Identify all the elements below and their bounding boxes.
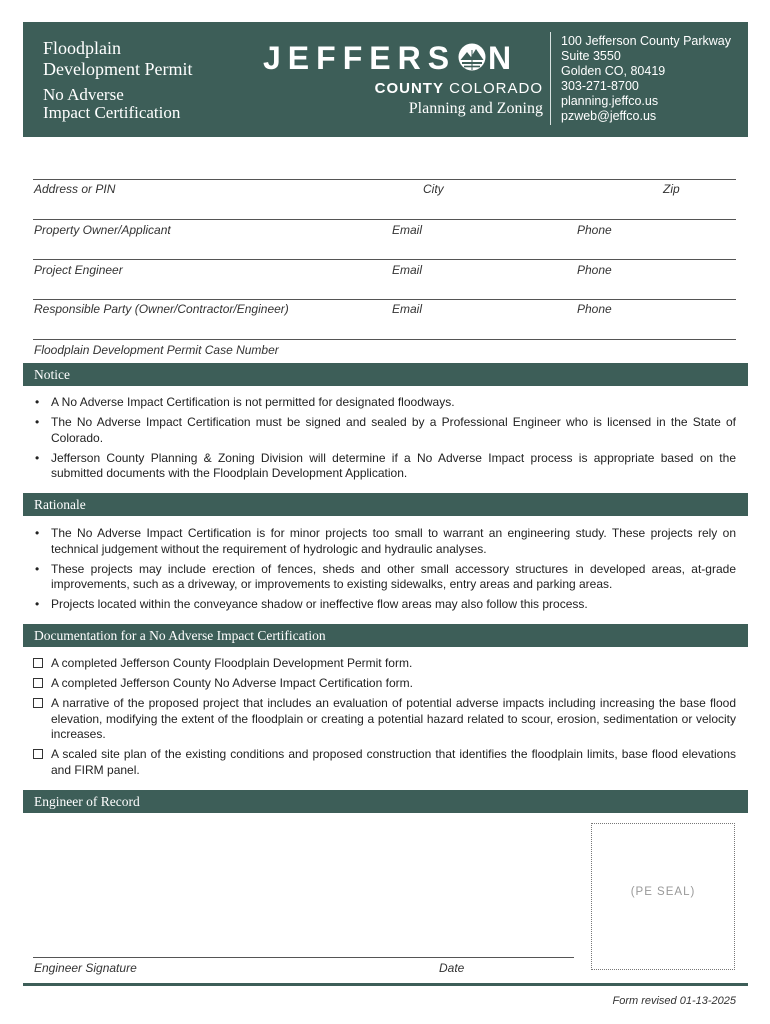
checklist-text: A completed Jefferson County No Adverse Impact Certification form. xyxy=(51,676,413,690)
date-label: Date xyxy=(439,961,465,975)
engineer-field-line[interactable] xyxy=(33,259,736,260)
signature-line[interactable] xyxy=(33,957,574,958)
mountain-globe-icon xyxy=(457,42,487,79)
form-revised-date: Form revised 01-13-2025 xyxy=(612,995,736,1007)
engineer-heading: Engineer of Record xyxy=(23,790,748,813)
form-title xyxy=(43,38,192,122)
checklist-text: A narrative of the proposed project that includes an evaluation of potential adverse impacts including increasing the base flood elevation, modifying the extent of the floodplain or creating a potential hazard related to scour, erosion, sedimentation or velocity increases. xyxy=(51,696,736,741)
pe-seal-label: (PE SEAL) xyxy=(630,886,696,898)
checklist-item xyxy=(33,676,736,692)
jefferson-county-logo xyxy=(263,38,543,128)
footer-rule xyxy=(23,983,748,986)
address-field-line[interactable] xyxy=(33,179,736,180)
department-name: Planning and Zoning xyxy=(408,100,543,117)
subtitle-line-2: Impact Certification xyxy=(43,103,181,122)
list-item: • These projects may include erection of fences, sheds and other small accessory structures in developed areas, at-grade improvements, such as a driveway, or improvements to existing sidewalks, entry areas and parking areas. xyxy=(33,562,736,593)
signature-label: Engineer Signature xyxy=(34,961,137,975)
checklist-item xyxy=(33,656,736,672)
checkbox[interactable] xyxy=(33,749,43,759)
brand-wordmark xyxy=(263,40,518,79)
list-item: • A No Adverse Impact Certification is not permitted for designated floodways. xyxy=(33,395,736,411)
state-label: COLORADO xyxy=(449,80,543,97)
case-number-label: Floodplain Development Permit Case Number xyxy=(34,343,279,357)
contact-email[interactable]: pzweb@jeffco.us xyxy=(561,109,657,123)
brand-prefix: JEFFERS xyxy=(263,40,457,76)
rationale-list xyxy=(33,526,736,617)
checklist-text: A scaled site plan of the existing conditions and proposed construction that identifies the floodplain limits, base flood elevations and FIRM panel. xyxy=(51,747,736,777)
address-line-3: Golden CO, 80419 xyxy=(561,64,666,78)
subtitle-line-1: No Adverse xyxy=(43,85,124,104)
documentation-checklist xyxy=(33,656,736,783)
engineer-label: Project Engineer xyxy=(34,263,123,277)
brand-suffix: N xyxy=(488,40,519,76)
responsible-field-line[interactable] xyxy=(33,299,736,300)
list-item: • The No Adverse Impact Certification is for minor projects too small to warrant an engineering study. These projects rely on technical judgement without the requirement of hydrologic and hydraulic analyses. xyxy=(33,526,736,557)
contact-phone: 303-271-8700 xyxy=(561,79,639,93)
county-label: COUNTY xyxy=(374,80,444,97)
list-item: • Jefferson County Planning & Zoning Division will determine if a No Adverse Impact process is appropriate based on the submitted documents with the Floodplain Development Application. xyxy=(33,451,736,482)
owner-label: Property Owner/Applicant xyxy=(34,223,171,237)
engineer-email-label: Email xyxy=(392,263,423,277)
list-item: • The No Adverse Impact Certification must be signed and sealed by a Professional Engineer who is licensed in the State of Colorado. xyxy=(33,415,736,446)
owner-field-line[interactable] xyxy=(33,219,736,220)
owner-email-label: Email xyxy=(392,223,423,237)
responsible-phone-label: Phone xyxy=(577,302,612,316)
title-line-2: Development Permit xyxy=(43,59,193,79)
engineer-phone-label: Phone xyxy=(577,263,612,277)
address-line-1: 100 Jefferson County Parkway xyxy=(561,34,732,48)
pe-seal-box[interactable] xyxy=(591,823,735,970)
header-banner xyxy=(23,22,748,137)
responsible-email-label: Email xyxy=(392,302,423,316)
checkbox[interactable] xyxy=(33,678,43,688)
contact-block xyxy=(561,34,731,124)
brand-county-line xyxy=(375,80,543,97)
checkbox[interactable] xyxy=(33,658,43,668)
responsible-label: Responsible Party (Owner/Contractor/Engineer) xyxy=(34,302,289,316)
city-label: City xyxy=(423,182,444,196)
checkbox[interactable] xyxy=(33,698,43,708)
owner-phone-label: Phone xyxy=(577,223,612,237)
contact-website[interactable]: planning.jeffco.us xyxy=(561,94,659,108)
header-divider xyxy=(550,32,551,125)
notice-heading: Notice xyxy=(23,363,748,386)
checklist-item xyxy=(33,747,736,778)
case-number-field-line[interactable] xyxy=(33,339,736,340)
address-line-2: Suite 3550 xyxy=(561,49,621,63)
notice-list xyxy=(33,395,736,486)
checklist-item xyxy=(33,696,736,743)
documentation-heading: Documentation for a No Adverse Impact Certification xyxy=(23,624,748,647)
address-label: Address or PIN xyxy=(34,182,116,196)
rationale-heading: Rationale xyxy=(23,493,748,516)
title-line-1: Floodplain xyxy=(43,38,122,58)
list-item: • Projects located within the conveyance shadow or ineffective flow areas may also follow this process. xyxy=(33,597,736,613)
checklist-text: A completed Jefferson County Floodplain Development Permit form. xyxy=(51,656,413,670)
zip-label: Zip xyxy=(663,182,680,196)
